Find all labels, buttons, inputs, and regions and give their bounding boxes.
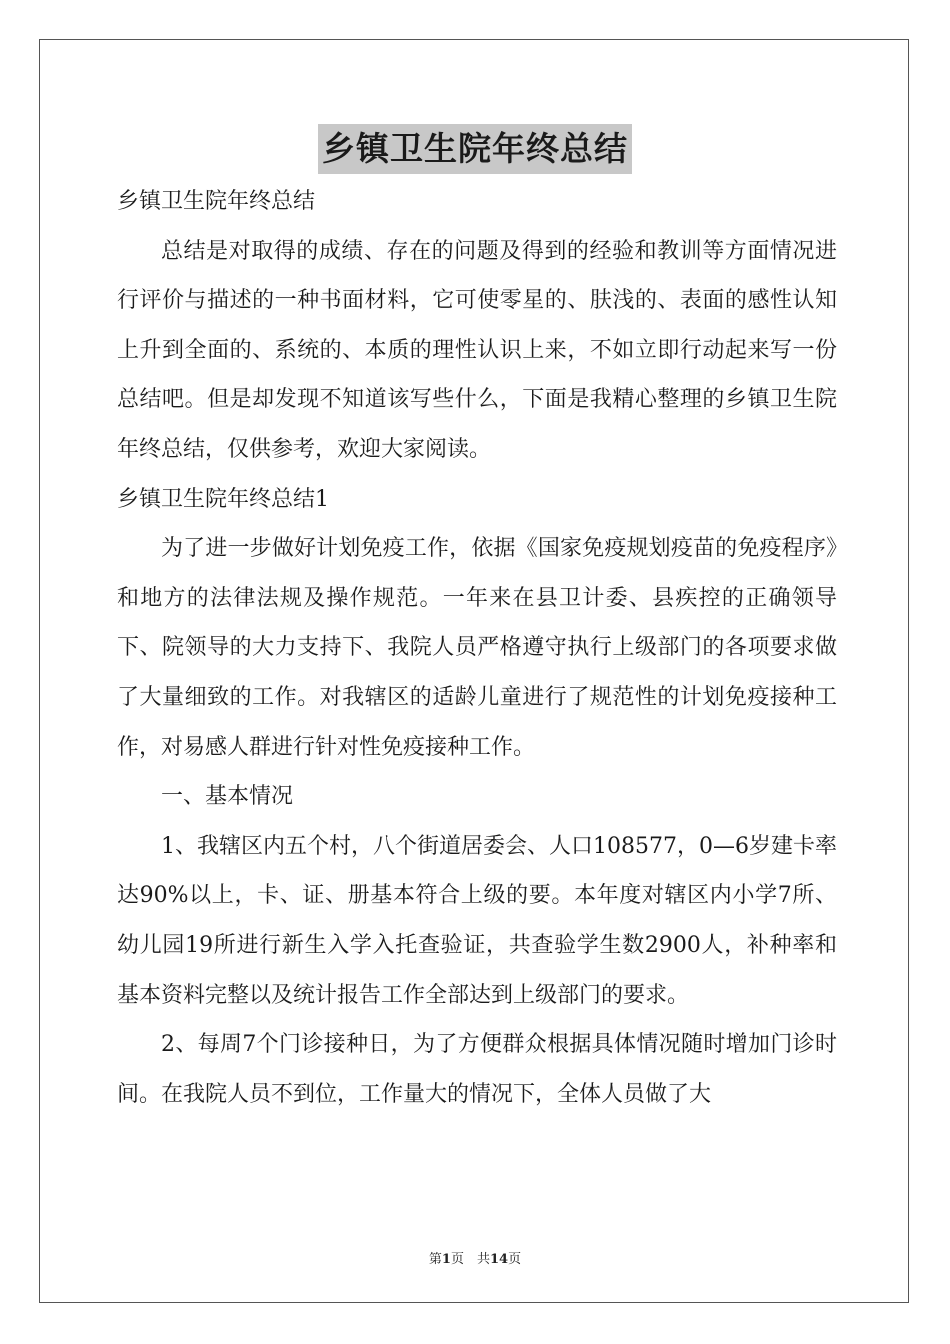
section-heading: 乡镇卫生院年终总结1 [117,486,329,512]
footer-prefix: 第 [428,1252,442,1267]
subtitle: 乡镇卫生院年终总结 [117,189,316,214]
footer-total-pages: 14 [489,1252,509,1267]
intro-paragraph: 总结是对取得的成绩、存在的问题及得到的经验和教训等方面情况进行评价与描述的一种书面材料，它可使零星的、肤浅的、表面的感性认知上升到全面的、系统的、本质的理性认识上来，不如立即行动起来写一份总结吧。但是却发现不知道该写些什么，下面是我精心整理的乡镇卫生院年终总结，仅供参考，欢迎大家阅读。 [117,238,837,462]
document-body [117,177,837,1119]
footer-suffix: 页 [508,1252,522,1267]
heading-basic-situation: 一、基本情况 [161,784,294,810]
item-1: 1、我辖区内五个村，八个街道居委会、人口108577，0—6岁建卡率达90%以上，卡、证、册基本符合上级的要。本年度对辖区内小学7所、幼儿园19所进行新生入学入托查验证，共查验学生数2900人，补种率和基本资料完整以及统计报告工作全部达到上级部门的要求。 [117,833,837,1008]
footer-mid: 页 共 [450,1252,490,1267]
title-container [0,124,950,174]
footer-page-number: 1 [441,1252,451,1267]
item-2: 2、每周7个门诊接种日，为了方便群众根据具体情况随时增加门诊时间。在我院人员不到位，工作量大的情况下，全体人员做了大 [117,1032,837,1107]
document-title: 乡镇卫生院年终总结 [318,124,632,174]
page-footer [0,1248,950,1267]
paragraph-1: 为了进一步做好计划免疫工作，依据《国家免疫规划疫苗的免疫程序》和地方的法律法规及操作规范。一年来在县卫计委、县疾控的正确领导下、院领导的大力支持下、我院人员严格遵守执行上级部门的各项要求做了大量细致的工作。对我辖区的适龄儿童进行了规范性的计划免疫接种工作，对易感人群进行针对性免疫接种工作。 [117,536,837,760]
